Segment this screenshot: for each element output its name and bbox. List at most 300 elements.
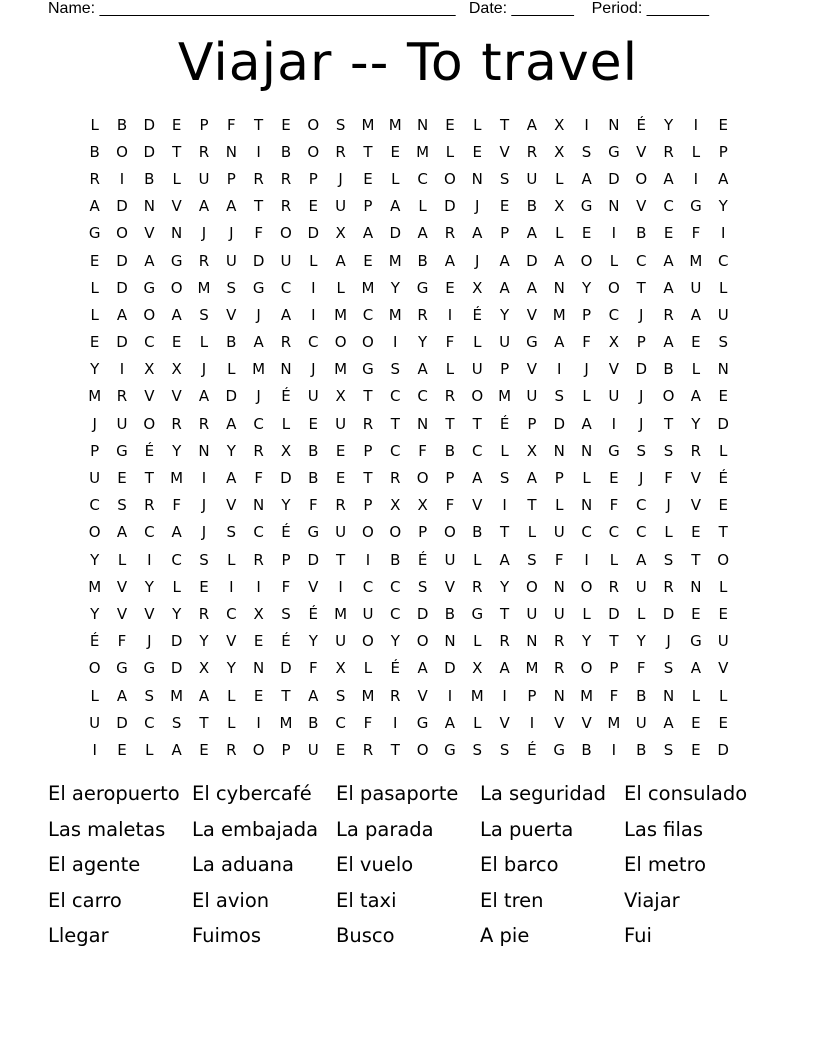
grid-letter: D xyxy=(662,604,675,623)
grid-letter: Y xyxy=(199,632,209,651)
grid-letter: R xyxy=(362,740,374,759)
grid-letter: L xyxy=(719,441,728,460)
grid-letter: I xyxy=(311,305,316,324)
grid-letter: I xyxy=(393,713,398,732)
grid-letter: E xyxy=(472,142,482,161)
grid-row xyxy=(81,111,737,138)
grid-letter: M xyxy=(88,387,102,406)
grid-letter: S xyxy=(199,305,209,324)
grid-letter: R xyxy=(253,441,264,460)
grid-letter: M xyxy=(416,142,430,161)
grid-row xyxy=(81,165,737,192)
grid-letter: S xyxy=(636,441,646,460)
grid-letter: J xyxy=(639,469,644,488)
grid-letter: I xyxy=(147,550,152,569)
grid-letter: É xyxy=(89,632,100,651)
word-bank-item: El pasaporte xyxy=(336,782,459,805)
grid-letter: C xyxy=(635,523,647,542)
grid-row xyxy=(81,220,737,247)
grid-letter: M xyxy=(525,659,539,678)
grid-letter: J xyxy=(639,387,644,406)
date-field-label: Date: _______ xyxy=(468,0,574,17)
grid-letter: R xyxy=(663,305,674,324)
grid-letter: B xyxy=(390,550,401,569)
grid-letter: E xyxy=(691,713,701,732)
grid-letter: R xyxy=(444,387,456,406)
grid-letter: L xyxy=(473,713,482,732)
grid-letter: E xyxy=(691,740,701,759)
grid-letter: Y xyxy=(390,632,400,651)
grid-letter: O xyxy=(143,414,156,433)
grid-letter: E xyxy=(663,224,674,243)
grid-letter: M xyxy=(361,686,375,705)
grid-letter: R xyxy=(253,169,264,188)
grid-letter: E xyxy=(281,115,291,134)
grid-letter: V xyxy=(690,469,702,488)
grid-letter: F xyxy=(281,577,291,596)
grid-letter: D xyxy=(280,469,292,488)
grid-letter: X xyxy=(554,142,565,161)
grid-letter: D xyxy=(116,333,128,352)
grid-letter: I xyxy=(447,686,453,705)
grid-letter: M xyxy=(361,115,375,134)
grid-letter: R xyxy=(526,142,538,161)
grid-letter: D xyxy=(170,659,183,678)
word-bank-item: La puerta xyxy=(480,817,574,841)
word-bank-item: El avion xyxy=(192,888,270,912)
grid-letter: M xyxy=(88,577,102,596)
grid-letter: O xyxy=(280,224,292,243)
grid-letter: A xyxy=(526,115,538,134)
grid-letter: R xyxy=(417,305,428,324)
grid-letter: I xyxy=(365,550,371,569)
grid-letter: L xyxy=(691,142,701,161)
grid-letter: T xyxy=(445,414,455,433)
grid-letter: D xyxy=(307,550,320,569)
grid-letter: C xyxy=(144,713,155,732)
word-bank-item: El carro xyxy=(48,888,122,912)
word-bank-item: El vuelo xyxy=(336,853,414,876)
grid-letter: M xyxy=(334,360,348,379)
grid-letter: A xyxy=(663,169,674,188)
grid-letter: M xyxy=(580,686,594,705)
grid-letter: N xyxy=(416,414,429,433)
grid-letter: A xyxy=(690,387,702,406)
grid-letter: O xyxy=(334,333,347,352)
grid-letter: Y xyxy=(500,577,510,596)
grid-letter: D xyxy=(717,414,729,433)
grid-letter: M xyxy=(334,305,348,324)
grid-row xyxy=(81,274,737,301)
grid-letter: I xyxy=(611,414,617,433)
grid-letter: P xyxy=(90,441,100,460)
grid-letter: U xyxy=(89,469,101,488)
grid-row xyxy=(81,492,737,519)
grid-letter: V xyxy=(116,577,128,596)
word-bank-item: Busco xyxy=(336,924,395,947)
grid-letter: R xyxy=(171,414,182,433)
grid-letter: L xyxy=(172,169,181,188)
grid-letter: X xyxy=(198,659,210,678)
grid-letter: A xyxy=(116,305,128,324)
grid-letter: P xyxy=(281,740,291,759)
grid-letter: V xyxy=(116,604,128,623)
grid-letter: S xyxy=(335,115,346,134)
grid-letter: É xyxy=(636,115,646,134)
grid-letter: L xyxy=(609,550,619,569)
grid-letter: N xyxy=(444,632,456,651)
grid-letter: L xyxy=(336,278,345,297)
grid-letter: P xyxy=(500,224,510,243)
grid-letter: N xyxy=(553,278,565,297)
grid-letter: P xyxy=(445,469,455,488)
grid-letter: O xyxy=(717,550,730,569)
grid-letter: N xyxy=(580,441,593,460)
grid-letter: T xyxy=(691,550,701,569)
grid-letter: L xyxy=(582,469,591,488)
grid-letter: A xyxy=(636,550,647,569)
grid-letter: V xyxy=(581,713,592,732)
grid-letter: I xyxy=(256,577,261,596)
grid-letter: J xyxy=(311,360,316,379)
grid-letter: O xyxy=(662,387,675,406)
grid-letter: M xyxy=(689,251,703,270)
grid-letter: J xyxy=(147,632,152,651)
grid-letter: I xyxy=(201,469,207,488)
grid-letter: O xyxy=(416,469,429,488)
grid-letter: F xyxy=(117,632,127,651)
grid-letter: N xyxy=(143,197,155,216)
grid-letter: F xyxy=(254,224,263,243)
grid-letter: U xyxy=(307,387,319,406)
grid-letter: V xyxy=(472,496,483,515)
grid-letter: I xyxy=(502,496,507,515)
grid-letter: R xyxy=(198,142,210,161)
grid-letter: S xyxy=(499,169,510,188)
grid-letter: F xyxy=(636,659,646,678)
grid-letter: D xyxy=(389,224,402,243)
grid-letter: A xyxy=(171,740,182,759)
grid-letter: O xyxy=(444,169,456,188)
grid-letter: P xyxy=(636,333,646,352)
grid-letter: J xyxy=(256,387,261,406)
grid-letter: J xyxy=(475,251,480,270)
period-field-label: Period: _______ xyxy=(591,0,710,17)
grid-letter: U xyxy=(335,523,347,542)
grid-letter: L xyxy=(445,360,455,379)
grid-letter: L xyxy=(637,604,646,623)
grid-letter: E xyxy=(117,740,127,759)
grid-letter: E xyxy=(718,604,728,623)
grid-letter: J xyxy=(201,523,207,542)
word-bank xyxy=(48,776,768,954)
grid-letter: N xyxy=(580,496,593,515)
grid-letter: F xyxy=(554,550,564,569)
grid-letter: G xyxy=(608,441,620,460)
grid-letter: O xyxy=(88,659,101,678)
word-bank-item: A pie xyxy=(480,924,530,947)
grid-letter: P xyxy=(308,169,318,188)
grid-letter: F xyxy=(363,713,373,732)
grid-letter: E xyxy=(718,713,728,732)
grid-letter: V xyxy=(718,659,729,678)
grid-letter: P xyxy=(363,496,373,515)
word-bank-item: La embajada xyxy=(192,817,319,841)
grid-letter: G xyxy=(252,278,265,297)
grid-letter: O xyxy=(116,142,128,161)
grid-letter: C xyxy=(608,523,620,542)
grid-letter: B xyxy=(636,686,647,705)
grid-letter: C xyxy=(417,387,428,406)
grid-letter: X xyxy=(554,197,565,216)
grid-letter: J xyxy=(639,414,644,433)
grid-letter: O xyxy=(580,659,593,678)
grid-letter: D xyxy=(143,142,156,161)
grid-letter: D xyxy=(280,659,292,678)
grid-row xyxy=(81,383,737,410)
grid-letter: A xyxy=(663,278,674,297)
grid-letter: E xyxy=(718,387,728,406)
grid-letter: T xyxy=(363,387,373,406)
grid-letter: V xyxy=(444,577,456,596)
grid-letter: U xyxy=(307,740,319,759)
grid-letter: Y xyxy=(281,496,291,515)
grid-letter: S xyxy=(554,387,564,406)
grid-letter: G xyxy=(416,278,429,297)
grid-letter: A xyxy=(526,224,538,243)
grid-letter: G xyxy=(143,659,156,678)
grid-letter: A xyxy=(499,251,510,270)
grid-letter: P xyxy=(363,197,373,216)
grid-letter: U xyxy=(635,577,647,596)
word-bank-item: El barco xyxy=(480,853,559,876)
grid-letter: L xyxy=(363,659,373,678)
grid-row xyxy=(81,247,737,274)
grid-letter: S xyxy=(718,333,728,352)
grid-letter: P xyxy=(418,523,428,542)
grid-letter: P xyxy=(527,686,537,705)
grid-letter: C xyxy=(144,523,155,542)
grid-letter: U xyxy=(335,632,347,651)
grid-letter: N xyxy=(253,496,265,515)
grid-letter: O xyxy=(362,632,374,651)
grid-letter: M xyxy=(498,387,512,406)
grid-letter: P xyxy=(582,305,592,324)
grid-letter: É xyxy=(472,305,482,324)
grid-letter: M xyxy=(279,713,293,732)
grid-letter: A xyxy=(116,686,128,705)
grid-letter: L xyxy=(90,278,99,297)
grid-row xyxy=(81,410,737,437)
grid-letter: C xyxy=(171,550,182,569)
grid-letter: G xyxy=(690,632,702,651)
word-bank-item: La seguridad xyxy=(480,782,607,805)
grid-letter: S xyxy=(663,659,674,678)
grid-letter: R xyxy=(89,169,100,188)
grid-letter: I xyxy=(393,333,398,352)
grid-letter: G xyxy=(580,197,593,216)
grid-letter: J xyxy=(639,305,644,324)
grid-letter: X xyxy=(526,441,538,460)
grid-letter: V xyxy=(144,604,155,623)
grid-letter: L xyxy=(500,441,509,460)
grid-letter: P xyxy=(281,550,291,569)
grid-letter: C xyxy=(362,577,374,596)
grid-letter: R xyxy=(390,469,401,488)
grid-letter: B xyxy=(226,333,237,352)
grid-letter: A xyxy=(526,469,538,488)
grid-letter: A xyxy=(554,333,565,352)
grid-letter: U xyxy=(280,251,292,270)
grid-letter: I xyxy=(529,713,535,732)
grid-letter: L xyxy=(719,577,728,596)
grid-letter: F xyxy=(418,441,427,460)
grid-letter: X xyxy=(280,441,292,460)
grid-letter: F xyxy=(308,496,318,515)
grid-letter: M xyxy=(361,278,375,297)
grid-row xyxy=(81,628,737,655)
grid-letter: V xyxy=(526,305,538,324)
grid-letter: C xyxy=(226,604,237,623)
grid-letter: J xyxy=(201,360,207,379)
grid-letter: D xyxy=(116,713,128,732)
word-bank-item: El agente xyxy=(48,853,141,876)
grid-letter: C xyxy=(581,523,592,542)
grid-letter: A xyxy=(718,169,729,188)
grid-letter: N xyxy=(471,169,483,188)
grid-letter: R xyxy=(472,577,483,596)
grid-letter: T xyxy=(172,142,182,161)
grid-letter: V xyxy=(226,305,237,324)
grid-letter: N xyxy=(526,632,538,651)
grid-letter: A xyxy=(417,659,428,678)
grid-letter: F xyxy=(172,496,181,515)
grid-letter: L xyxy=(117,550,127,569)
grid-letter: E xyxy=(199,740,209,759)
grid-letter: B xyxy=(89,142,100,161)
grid-letter: G xyxy=(116,659,128,678)
grid-letter: C xyxy=(635,251,647,270)
grid-letter: T xyxy=(363,142,373,161)
grid-letter: X xyxy=(608,333,620,352)
grid-letter: Y xyxy=(90,360,100,379)
grid-letter: E xyxy=(718,496,728,515)
grid-letter: G xyxy=(307,523,320,542)
grid-letter: N xyxy=(553,577,565,596)
grid-letter: U xyxy=(198,169,210,188)
grid-letter: J xyxy=(584,360,589,379)
grid-letter: G xyxy=(608,142,620,161)
grid-letter: D xyxy=(143,115,156,134)
grid-letter: V xyxy=(636,142,647,161)
grid-letter: A xyxy=(472,469,483,488)
grid-letter: A xyxy=(444,713,456,732)
grid-letter: B xyxy=(636,740,647,759)
grid-letter: A xyxy=(581,169,592,188)
grid-letter: É xyxy=(281,387,291,406)
grid-letter: E xyxy=(363,169,373,188)
grid-letter: L xyxy=(281,414,291,433)
grid-letter: U xyxy=(717,305,729,324)
grid-letter: T xyxy=(609,632,619,651)
grid-letter: N xyxy=(171,224,183,243)
grid-letter: L xyxy=(473,333,482,352)
grid-letter: U xyxy=(444,550,456,569)
grid-letter: A xyxy=(472,224,483,243)
grid-letter: A xyxy=(690,659,702,678)
grid-letter: U xyxy=(335,414,347,433)
grid-letter: E xyxy=(445,115,455,134)
grid-letter: B xyxy=(280,142,292,161)
grid-letter: R xyxy=(444,224,456,243)
grid-letter: É xyxy=(308,604,319,623)
grid-letter: Y xyxy=(144,577,154,596)
grid-letter: I xyxy=(611,224,617,243)
grid-letter: T xyxy=(663,414,674,433)
grid-letter: R xyxy=(198,414,210,433)
grid-letter: F xyxy=(664,469,673,488)
grid-letter: I xyxy=(720,224,726,243)
grid-letter: S xyxy=(663,740,674,759)
grid-letter: Y xyxy=(691,414,701,433)
grid-letter: L xyxy=(719,686,728,705)
grid-letter: A xyxy=(226,197,237,216)
grid-row xyxy=(81,356,737,383)
grid-letter: O xyxy=(170,278,183,297)
grid-letter: C xyxy=(390,441,401,460)
grid-letter: A xyxy=(226,469,237,488)
word-bank-item: Las filas xyxy=(624,817,703,841)
grid-letter: C xyxy=(663,197,674,216)
grid-letter: G xyxy=(526,333,538,352)
grid-letter: U xyxy=(471,360,483,379)
grid-letter: A xyxy=(390,197,401,216)
grid-letter: E xyxy=(691,604,701,623)
grid-letter: I xyxy=(338,577,343,596)
grid-letter: D xyxy=(608,169,620,188)
grid-letter: É xyxy=(417,550,428,569)
grid-letter: L xyxy=(90,686,99,705)
grid-letter: M xyxy=(170,686,184,705)
grid-letter: A xyxy=(581,414,592,433)
grid-letter: É xyxy=(527,740,537,759)
grid-letter: B xyxy=(663,360,674,379)
grid-letter: R xyxy=(554,632,565,651)
grid-letter: A xyxy=(663,713,674,732)
grid-letter: D xyxy=(170,632,183,651)
grid-letter: A xyxy=(444,251,456,270)
grid-letter: C xyxy=(253,414,264,433)
grid-letter: N xyxy=(280,360,292,379)
grid-letter: G xyxy=(553,740,566,759)
grid-letter: S xyxy=(281,604,291,623)
grid-letter: P xyxy=(527,414,537,433)
grid-letter: A xyxy=(690,305,702,324)
grid-letter: F xyxy=(445,333,455,352)
grid-letter: I xyxy=(119,169,125,188)
grid-letter: S xyxy=(390,360,401,379)
grid-letter: B xyxy=(472,523,483,542)
grid-letter: O xyxy=(416,740,429,759)
grid-letter: B xyxy=(308,713,319,732)
grid-letter: O xyxy=(362,523,374,542)
grid-letter: B xyxy=(308,469,319,488)
grid-letter: R xyxy=(499,632,510,651)
grid-letter: X xyxy=(554,115,565,134)
grid-letter: D xyxy=(416,604,429,623)
grid-letter: R xyxy=(280,333,292,352)
grid-letter: R xyxy=(280,169,292,188)
